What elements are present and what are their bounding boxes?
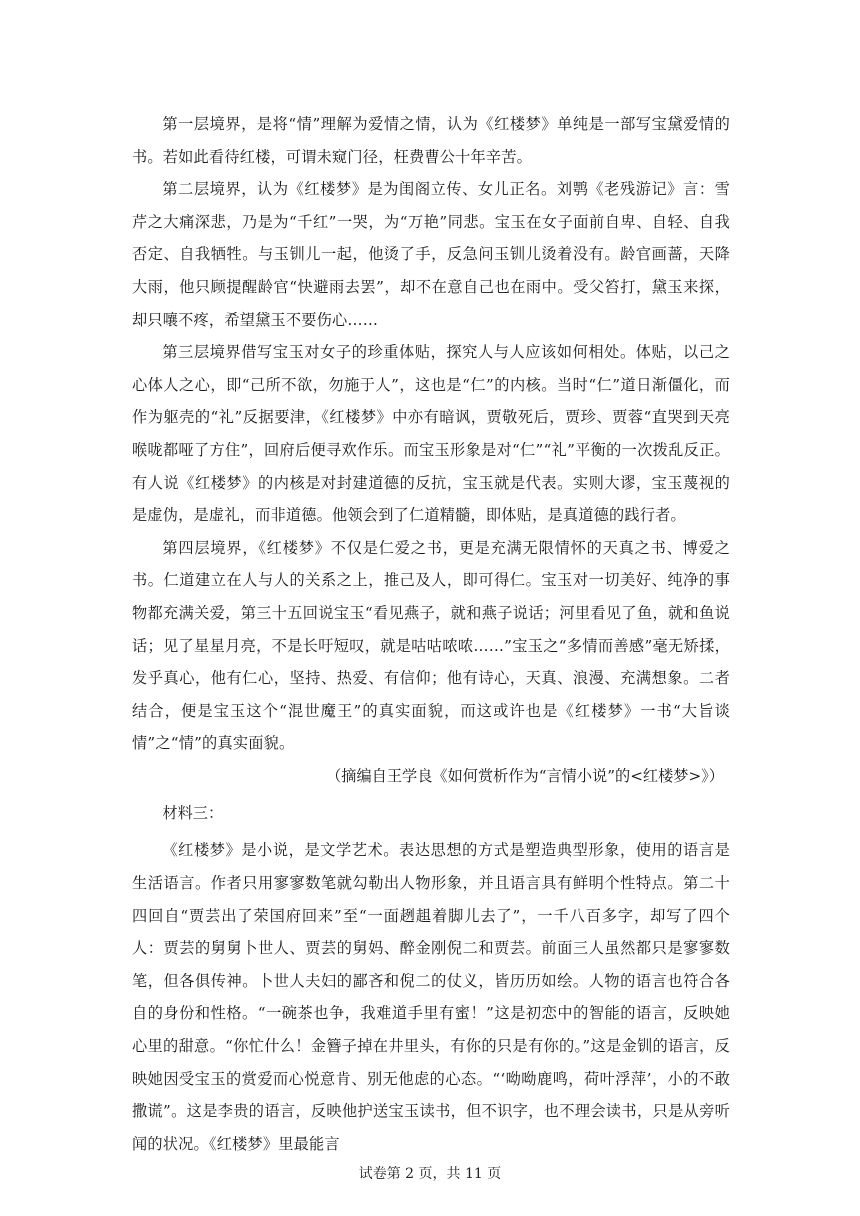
source-citation: （摘编自王学良《如何赏析作为“言情小说”的<红楼梦>》） bbox=[326, 766, 724, 785]
paragraph-material-three: 《红楼梦》是小说，是文学艺术。表达思想的方式是塑造典型形象，使用的语言是生活语言。作者只用寥寥数笔就勾勒出人物形象，并且语言具有鲜明个性特点。第二十四回自“贾芸出了荣国府回来”至“一面趔趄着脚儿去了”，一千八百多字，却写了四个人：贾芸的舅舅卜世人、贾芸的舅妈、醉金刚倪二和贾芸。前面三人虽然都只是寥寥数笔，但各俱传神。卜世人夫妇的鄙吝和倪二的仗义，皆历历如绘。人物的语言也符合各自的身份和性格。“一碗茶也争，我难道手里有蜜！”这是初恋中的智能的语言，反映她心里的甜意。“你忙什么！金簪子掉在井里头，有你的只是有你的。”这是金钏的语言，反映她因受宝玉的赏爱而心悦意肯、别无他虑的心态。“‘呦呦鹿鸣，荷叶浮萍’，小的不敢撒谎”。这是李贵的语言，反映他护送宝玉读书，但不识字，也不理会读书，只是从旁听闻的状况。《红楼梦》里最能言 bbox=[132, 841, 730, 1153]
paragraph-first-realm: 第一层境界，是将“情”理解为爱情之情，认为《红楼梦》单纯是一部写宝黛爱情的书。若如此看待红楼，可谓未窥门径，枉费曹公十年辛苦。 bbox=[132, 115, 730, 166]
paragraph-third-realm: 第三层境界借写宝玉对女子的珍重体贴，探究人与人应该如何相处。体贴，以己之心体人之心，即“己所不欲，勿施于人”，这也是“仁”的内核。当时“仁”道日渐僵化，而作为躯壳的“礼”反据要津，《红楼梦》中亦有暗讽，贾敬死后，贾珍、贾蓉“直哭到天亮喉咙都哑了方住”，回府后便寻欢作乐。而宝玉形象是对“仁”“礼”平衡的一次拨乱反正。有人说《红楼梦》的内核是对封建道德的反抗，宝玉就是代表。实则大谬，宝玉蔑视的是虚伪，是虚礼，而非道德。他领会到了仁道精髓，即体贴，是真道德的践行者。 bbox=[132, 343, 730, 525]
document-body bbox=[132, 108, 730, 1160]
page-footer: 试卷第 2 页，共 11 页 bbox=[358, 1166, 502, 1182]
paragraph-fourth-realm: 第四层境界，《红楼梦》不仅是仁爱之书，更是充满无限情怀的天真之书、博爱之书。仁道建立在人与人的关系之上，推己及人，即可得仁。宝玉对一切美好、纯净的事物都充满关爱，第三十五回说宝玉“看见燕子，就和燕子说话；河里看见了鱼，就和鱼说话；见了星星月亮，不是长吁短叹，就是咕咕哝哝……”宝玉之“多情而善感”毫无矫揉，发乎真心，他有仁心，坚持、热爱、有信仰；他有诗心，天真、浪漫、充满想象。二者结合，便是宝玉这个“混世魔王”的真实面貌，而这或许也是《红楼梦》一书“大旨谈情”之“情”的真实面貌。 bbox=[132, 538, 730, 753]
material-three-heading: 材料三： bbox=[162, 804, 224, 823]
paragraph-second-realm: 第二层境界，认为《红楼梦》是为闺阁立传、女儿正名。刘鹗《老残游记》言：雪芹之大痛深悲，乃是为“千红”一哭，为“万艳”同悲。宝玉在女子面前自卑、自轻、自我否定、自我牺牲。与玉钏儿一起，他烫了手，反急问玉钏儿烫着没有。龄官画蔷，天降大雨，他只顾提醒龄官“快避雨去罢”，却不在意自己也在雨中。受父笞打，黛玉来探，却只嚷不疼，希望黛玉不要伤心…… bbox=[132, 180, 730, 329]
